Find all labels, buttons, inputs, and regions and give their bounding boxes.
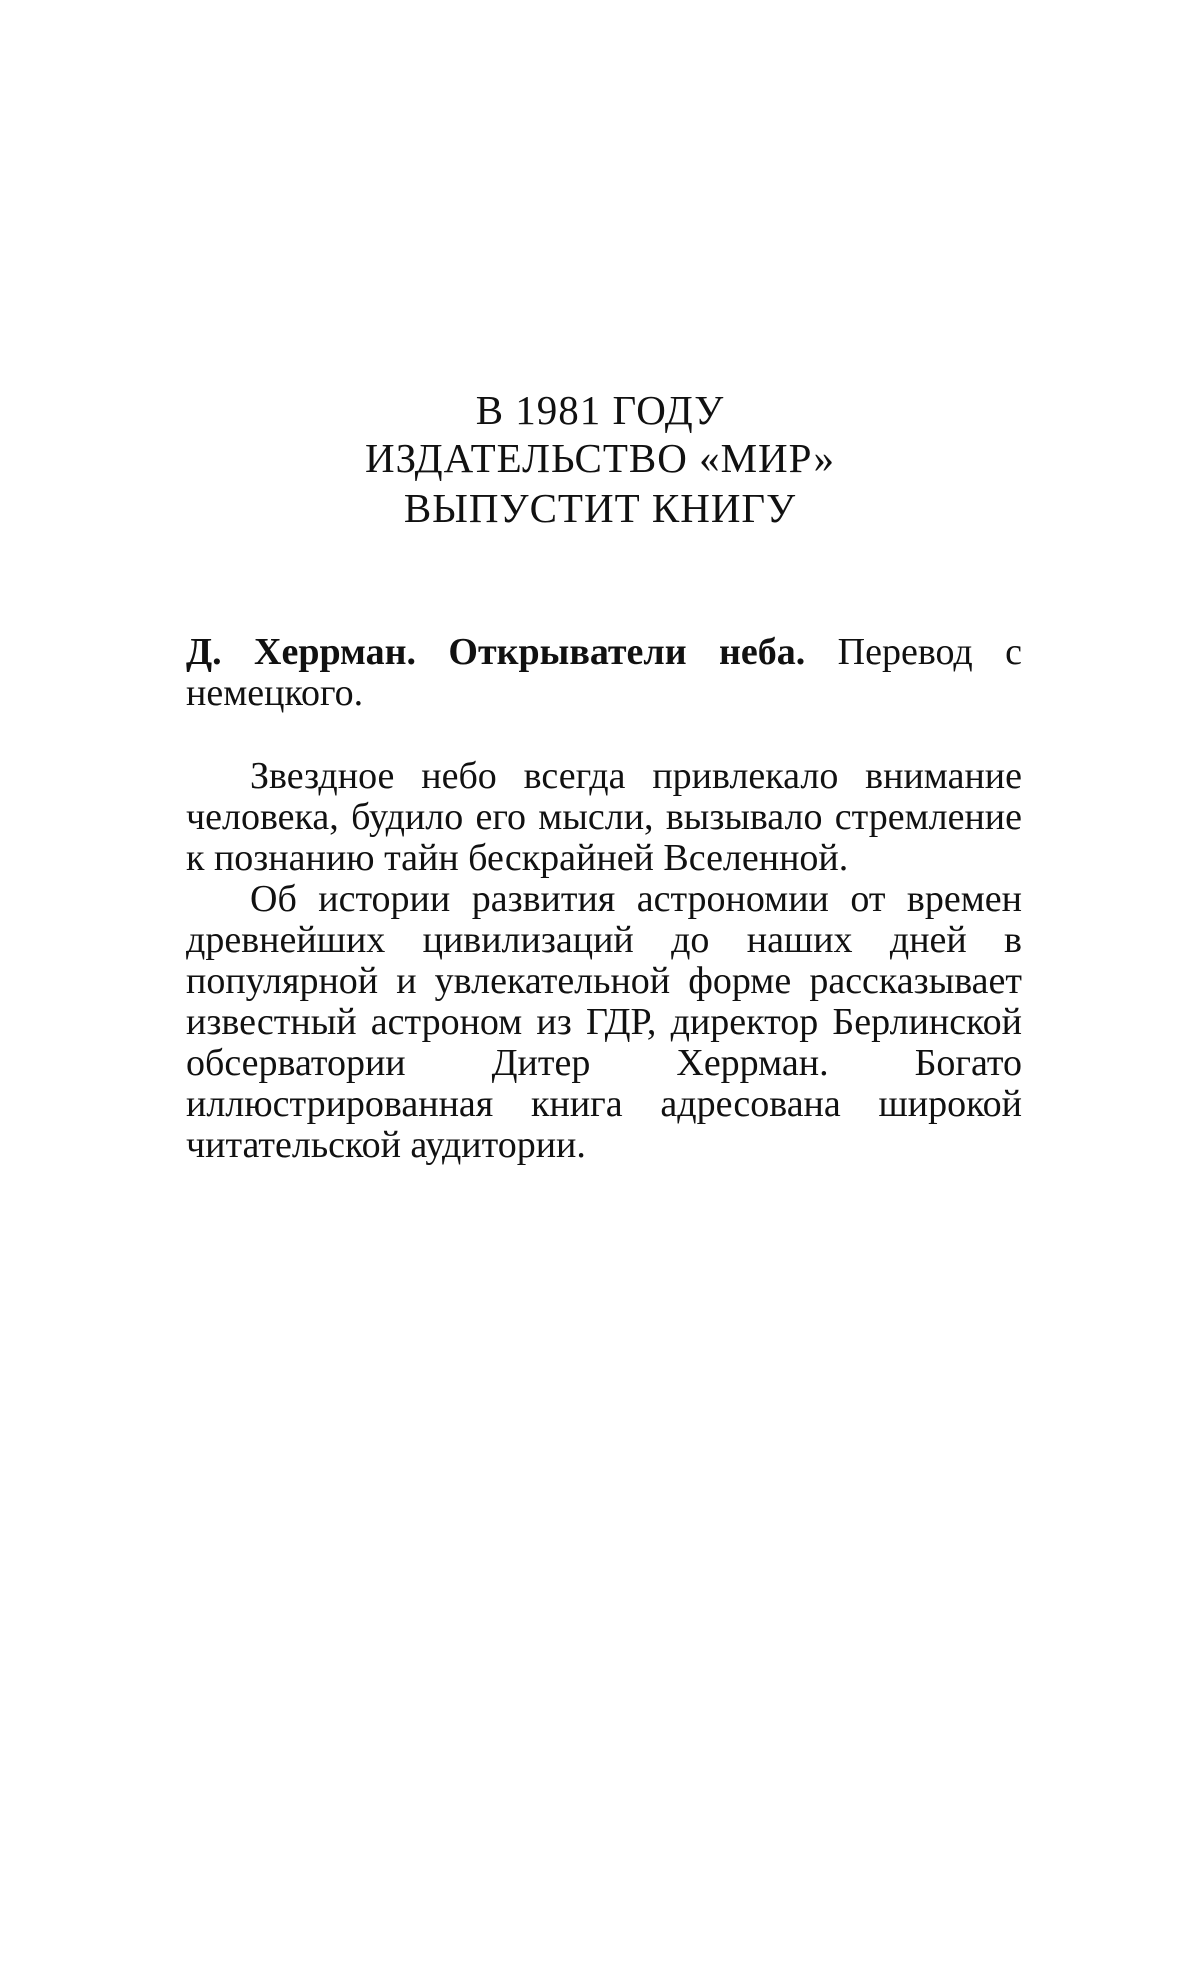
book-author-title: Д. Херрман. Открыватели неба. xyxy=(186,631,806,673)
book-citation xyxy=(186,632,1022,714)
translation-note: Перевод с немецкого. xyxy=(186,631,1022,714)
description-paragraph: Об истории развития астрономии от времен древнейших цивилизаций до наших дней в популярной и увлекательной форме рассказывает известный астроном из ГДР, директор Берлинской обсерватории Дитер Херрман. Богато иллюстрированная книга адресована широкой читательской аудитории. xyxy=(186,878,1022,1166)
description-paragraph: Звездное небо всегда привлекало внимание человека, будило его мысли, вызывало стремление к познанию тайн бескрайней Вселенной. xyxy=(186,755,1022,879)
announcement-release-line: ВЫПУСТИТ КНИГУ xyxy=(403,485,797,531)
announcement-year-line: В 1981 ГОДУ xyxy=(475,387,725,433)
book-description xyxy=(186,756,1022,1166)
announcement-publisher-line: ИЗДАТЕЛЬСТВО «МИР» xyxy=(365,435,835,481)
